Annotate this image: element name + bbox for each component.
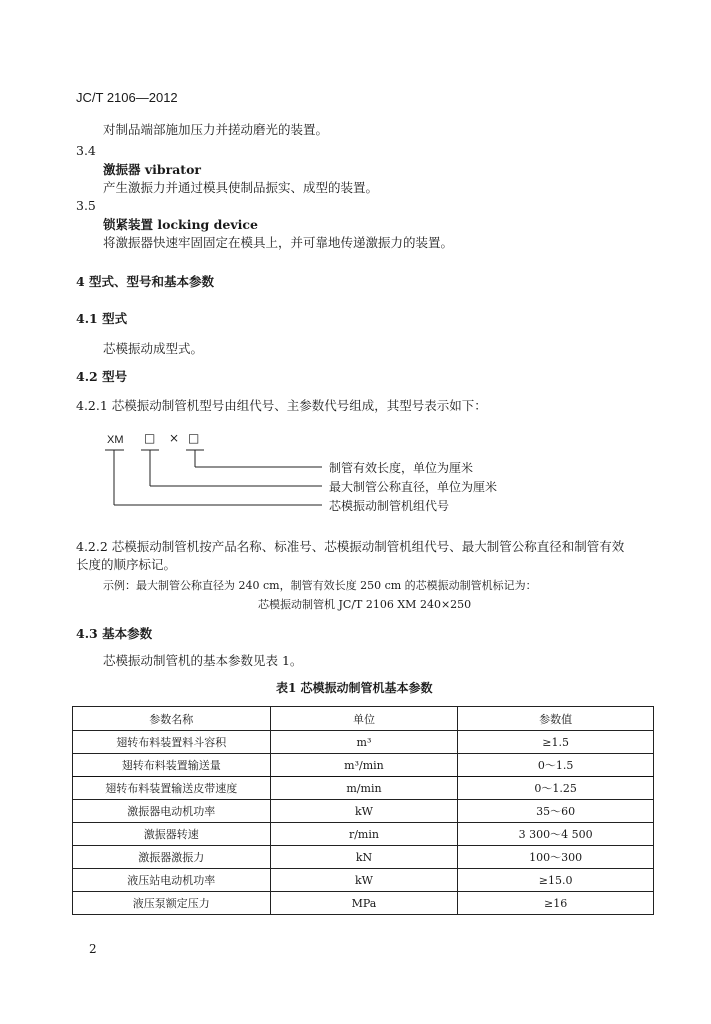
cell-unit: kN [270,846,458,869]
cell-value: ≥1.5 [458,731,654,754]
header-value: 参数值 [458,707,654,731]
cell-value: ≥15.0 [458,869,654,892]
cell-unit: kW [270,869,458,892]
parameter-table [72,706,654,915]
cell-name: 翅转布料装置料斗容积 [73,731,271,754]
model-label-group-code: 芯模振动制管机组代号 [329,499,450,513]
paragraph: 芯模振动制管机的基本参数见表 1。 [103,653,303,668]
paragraph: 4.2.1 芯模振动制管机型号由组代号、主参数代号组成，其型号表示如下： [76,398,487,413]
clause-number: 3.4 [76,143,96,158]
cell-unit: m³ [270,731,458,754]
cell-value: 0～1.25 [458,777,654,800]
header-parameter-name: 参数名称 [73,707,271,731]
model-label-length: 制管有效长度，单位为厘米 [329,461,474,475]
clause-422-line1: 4.2.2 芯模振动制管机按产品名称、标准号、芯模振动制管机组代号、最大制管公称直径和制管有效 [76,539,625,554]
subsection-heading: 4.2 型号 [76,369,128,384]
clause-number: 3.5 [76,198,96,213]
table-row [73,731,654,754]
page-number: 2 [89,942,97,956]
table-header-row [73,707,654,731]
model-box-length: □ [188,431,200,445]
model-times-sign: × [169,431,180,445]
term-title: 锁紧装置 locking device [103,217,258,232]
cell-name: 液压站电动机功率 [73,869,271,892]
cell-name: 激振器转速 [73,823,271,846]
table-row [73,869,654,892]
cell-unit: r/min [270,823,458,846]
table-row [73,754,654,777]
cell-value: 3 300～4 500 [458,823,654,846]
term-title: 激振器 vibrator [103,162,201,177]
model-code: XM [107,434,124,446]
cell-value: ≥16 [458,892,654,915]
cell-value: 0～1.5 [458,754,654,777]
term-definition: 将激振器快速牢固固定在模具上，并可靠地传递激振力的装置。 [103,235,454,250]
model-box-diameter: □ [144,431,156,445]
table-row [73,846,654,869]
section-heading: 4 型式、型号和基本参数 [76,274,215,289]
example-text: 示例：最大制管公称直径为 240 cm，制管有效长度 250 cm 的芯模振动制管机标记为： [103,579,537,592]
subsection-heading: 4.3 基本参数 [76,626,153,641]
header-unit: 单位 [270,707,458,731]
cell-unit: m³/min [270,754,458,777]
cell-name: 翅转布料装置输送量 [73,754,271,777]
term-definition: 产生激振力并通过模具使制品振实、成型的装置。 [103,180,379,195]
table-row [73,777,654,800]
cell-unit: MPa [270,892,458,915]
standard-code: JC/T 2106—2012 [76,90,178,105]
subsection-heading: 4.1 型式 [76,311,128,326]
table-caption: 表1 芯模振动制管机基本参数 [276,681,433,695]
cell-name: 翅转布料装置输送皮带速度 [73,777,271,800]
cell-value: 100～300 [458,846,654,869]
model-label-diameter: 最大制管公称直径，单位为厘米 [329,480,498,494]
cell-name: 激振器电动机功率 [73,800,271,823]
clause-text: 对制品端部施加压力并搓动磨光的装置。 [103,122,329,137]
paragraph: 芯模振动成型式。 [103,341,204,356]
cell-name: 激振器激振力 [73,846,271,869]
cell-name: 液压泵额定压力 [73,892,271,915]
cell-unit: m/min [270,777,458,800]
clause-422-line2: 长度的顺序标记。 [76,557,177,572]
table-row [73,892,654,915]
cell-value: 35～60 [458,800,654,823]
table-row [73,800,654,823]
cell-unit: kW [270,800,458,823]
table-row [73,823,654,846]
example-marking: 芯模振动制管机 JC/T 2106 XM 240×250 [258,598,472,611]
